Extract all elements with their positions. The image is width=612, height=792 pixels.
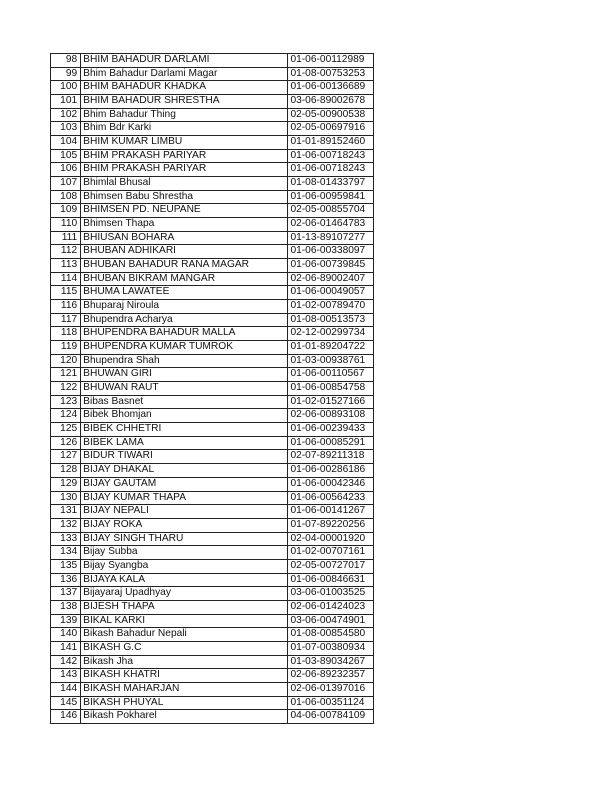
table-row bbox=[51, 95, 374, 109]
table-row bbox=[51, 54, 374, 68]
row-number: 117 bbox=[51, 313, 81, 327]
person-name: BHIM PRAKASH PARIYAR bbox=[81, 149, 288, 163]
table-row bbox=[51, 149, 374, 163]
id-code: 02-05-00855704 bbox=[288, 204, 374, 218]
row-number: 133 bbox=[51, 532, 81, 546]
table-row bbox=[51, 382, 374, 396]
table-row bbox=[51, 436, 374, 450]
table-row bbox=[51, 505, 374, 519]
id-code: 01-06-00739845 bbox=[288, 259, 374, 273]
person-name: BIJAY DHAKAL bbox=[81, 464, 288, 478]
id-code: 01-08-00854580 bbox=[288, 628, 374, 642]
table-row bbox=[51, 682, 374, 696]
id-code: 01-06-00338097 bbox=[288, 245, 374, 259]
id-code: 01-06-00042346 bbox=[288, 477, 374, 491]
person-name: BHIM BAHADUR KHADKA bbox=[81, 81, 288, 95]
id-code: 01-08-00513573 bbox=[288, 313, 374, 327]
table-row bbox=[51, 655, 374, 669]
row-number: 107 bbox=[51, 177, 81, 191]
row-number: 127 bbox=[51, 450, 81, 464]
row-number: 100 bbox=[51, 81, 81, 95]
person-name: BIKAL KARKI bbox=[81, 614, 288, 628]
person-name: BIJAY KUMAR THAPA bbox=[81, 491, 288, 505]
row-number: 102 bbox=[51, 108, 81, 122]
table-row bbox=[51, 354, 374, 368]
id-code: 01-06-00136689 bbox=[288, 81, 374, 95]
id-code: 02-05-00900538 bbox=[288, 108, 374, 122]
row-number: 118 bbox=[51, 327, 81, 341]
person-name: BHUBAN BAHADUR RANA MAGAR bbox=[81, 259, 288, 273]
row-number: 125 bbox=[51, 423, 81, 437]
row-number: 115 bbox=[51, 286, 81, 300]
row-number: 119 bbox=[51, 341, 81, 355]
id-code: 03-06-00474901 bbox=[288, 614, 374, 628]
id-code: 01-02-00789470 bbox=[288, 300, 374, 314]
id-code: 02-04-00001920 bbox=[288, 532, 374, 546]
id-code: 01-06-00239433 bbox=[288, 423, 374, 437]
row-number: 132 bbox=[51, 518, 81, 532]
id-code: 01-02-00707161 bbox=[288, 546, 374, 560]
row-number: 134 bbox=[51, 546, 81, 560]
id-code: 01-07-00380934 bbox=[288, 641, 374, 655]
table-row bbox=[51, 163, 374, 177]
table-row bbox=[51, 395, 374, 409]
table-row bbox=[51, 327, 374, 341]
id-code: 03-06-89002678 bbox=[288, 95, 374, 109]
id-code: 01-06-00718243 bbox=[288, 163, 374, 177]
table-row bbox=[51, 190, 374, 204]
person-name: Bikash Jha bbox=[81, 655, 288, 669]
table-row bbox=[51, 614, 374, 628]
row-number: 141 bbox=[51, 641, 81, 655]
id-code: 02-06-00893108 bbox=[288, 409, 374, 423]
person-name: BHIMSEN PD. NEUPANE bbox=[81, 204, 288, 218]
row-number: 103 bbox=[51, 122, 81, 136]
table-row bbox=[51, 341, 374, 355]
row-number: 108 bbox=[51, 190, 81, 204]
person-name: BIJESH THAPA bbox=[81, 600, 288, 614]
person-name: Bijay Subba bbox=[81, 546, 288, 560]
table-row bbox=[51, 218, 374, 232]
table-row bbox=[51, 600, 374, 614]
table-row bbox=[51, 177, 374, 191]
row-number: 122 bbox=[51, 382, 81, 396]
person-name: Bhuparaj Niroula bbox=[81, 300, 288, 314]
person-name: Bhimsen Babu Shrestha bbox=[81, 190, 288, 204]
row-number: 113 bbox=[51, 259, 81, 273]
person-name: BIKASH KHATRI bbox=[81, 669, 288, 683]
person-name: Bijay Syangba bbox=[81, 559, 288, 573]
row-number: 99 bbox=[51, 67, 81, 81]
row-number: 129 bbox=[51, 477, 81, 491]
person-name: Bijayaraj Upadhyay bbox=[81, 587, 288, 601]
person-name: BHUPENDRA BAHADUR MALLA bbox=[81, 327, 288, 341]
table-row bbox=[51, 259, 374, 273]
table-row bbox=[51, 587, 374, 601]
row-number: 124 bbox=[51, 409, 81, 423]
table-row bbox=[51, 245, 374, 259]
id-code: 01-03-89034267 bbox=[288, 655, 374, 669]
person-name: BIJAY NEPALI bbox=[81, 505, 288, 519]
table-row bbox=[51, 696, 374, 710]
row-number: 143 bbox=[51, 669, 81, 683]
person-name: BIBEK LAMA bbox=[81, 436, 288, 450]
id-code: 01-06-00351124 bbox=[288, 696, 374, 710]
row-number: 105 bbox=[51, 149, 81, 163]
table-row bbox=[51, 464, 374, 478]
person-name: BIKASH PHUYAL bbox=[81, 696, 288, 710]
document-page bbox=[50, 53, 374, 724]
id-code: 02-06-01464783 bbox=[288, 218, 374, 232]
row-number: 131 bbox=[51, 505, 81, 519]
id-code: 01-06-00085291 bbox=[288, 436, 374, 450]
table-row bbox=[51, 423, 374, 437]
person-name: BIJAY GAUTAM bbox=[81, 477, 288, 491]
person-name: BHIM BAHADUR DARLAMI bbox=[81, 54, 288, 68]
row-number: 139 bbox=[51, 614, 81, 628]
person-name: Bikash Pokharel bbox=[81, 710, 288, 724]
person-name: BIJAY ROKA bbox=[81, 518, 288, 532]
row-number: 109 bbox=[51, 204, 81, 218]
id-code: 01-01-89204722 bbox=[288, 341, 374, 355]
row-number: 137 bbox=[51, 587, 81, 601]
table-row bbox=[51, 313, 374, 327]
person-name: Bibas Basnet bbox=[81, 395, 288, 409]
row-number: 104 bbox=[51, 136, 81, 150]
table-row bbox=[51, 491, 374, 505]
row-number: 128 bbox=[51, 464, 81, 478]
row-number: 146 bbox=[51, 710, 81, 724]
id-code: 01-06-00286186 bbox=[288, 464, 374, 478]
table-row bbox=[51, 368, 374, 382]
id-code: 01-02-01527166 bbox=[288, 395, 374, 409]
row-number: 140 bbox=[51, 628, 81, 642]
row-number: 112 bbox=[51, 245, 81, 259]
row-number: 130 bbox=[51, 491, 81, 505]
person-name: Bhim Bdr Karki bbox=[81, 122, 288, 136]
person-name: BIBEK CHHETRI bbox=[81, 423, 288, 437]
person-name: BIDUR TIWARI bbox=[81, 450, 288, 464]
id-code: 01-01-89152460 bbox=[288, 136, 374, 150]
person-name: BHUBAN BIKRAM MANGAR bbox=[81, 272, 288, 286]
person-name: Bhupendra Shah bbox=[81, 354, 288, 368]
table-row bbox=[51, 669, 374, 683]
id-code: 01-06-00110567 bbox=[288, 368, 374, 382]
table-row bbox=[51, 204, 374, 218]
table-row bbox=[51, 532, 374, 546]
id-code: 01-07-89220256 bbox=[288, 518, 374, 532]
table-row bbox=[51, 122, 374, 136]
table-row bbox=[51, 231, 374, 245]
table-row bbox=[51, 518, 374, 532]
person-name: BHUMA LAWATEE bbox=[81, 286, 288, 300]
person-name: Bhim Bahadur Thing bbox=[81, 108, 288, 122]
id-code: 01-03-00938761 bbox=[288, 354, 374, 368]
table-row bbox=[51, 409, 374, 423]
id-code: 02-12-00299734 bbox=[288, 327, 374, 341]
person-name: BIKASH MAHARJAN bbox=[81, 682, 288, 696]
row-number: 136 bbox=[51, 573, 81, 587]
row-number: 110 bbox=[51, 218, 81, 232]
table-row bbox=[51, 67, 374, 81]
person-name: Bibek Bhomjan bbox=[81, 409, 288, 423]
id-code: 02-05-00697916 bbox=[288, 122, 374, 136]
person-name: Bikash Bahadur Nepali bbox=[81, 628, 288, 642]
row-number: 106 bbox=[51, 163, 81, 177]
id-code: 03-06-01003525 bbox=[288, 587, 374, 601]
person-name: BHUPENDRA KUMAR TUMROK bbox=[81, 341, 288, 355]
id-code: 01-06-00846631 bbox=[288, 573, 374, 587]
row-number: 111 bbox=[51, 231, 81, 245]
table-row bbox=[51, 272, 374, 286]
table-row bbox=[51, 641, 374, 655]
person-name: BHIM BAHADUR SHRESTHA bbox=[81, 95, 288, 109]
id-code: 04-06-00784109 bbox=[288, 710, 374, 724]
id-code: 01-06-00049057 bbox=[288, 286, 374, 300]
row-number: 101 bbox=[51, 95, 81, 109]
person-name: Bhimsen Thapa bbox=[81, 218, 288, 232]
id-code: 02-07-89211318 bbox=[288, 450, 374, 464]
row-number: 98 bbox=[51, 54, 81, 68]
person-name: BHUBAN ADHIKARI bbox=[81, 245, 288, 259]
row-number: 121 bbox=[51, 368, 81, 382]
table-row bbox=[51, 628, 374, 642]
row-number: 144 bbox=[51, 682, 81, 696]
person-name: BHIM KUMAR LIMBU bbox=[81, 136, 288, 150]
id-code: 02-05-00727017 bbox=[288, 559, 374, 573]
records-table bbox=[50, 53, 374, 724]
id-code: 01-06-00564233 bbox=[288, 491, 374, 505]
table-row bbox=[51, 559, 374, 573]
id-code: 02-06-01397016 bbox=[288, 682, 374, 696]
person-name: Bhimlal Bhusal bbox=[81, 177, 288, 191]
id-code: 01-13-89107277 bbox=[288, 231, 374, 245]
id-code: 01-08-00753253 bbox=[288, 67, 374, 81]
person-name: BIJAY SINGH THARU bbox=[81, 532, 288, 546]
id-code: 01-06-00718243 bbox=[288, 149, 374, 163]
id-code: 01-08-01433797 bbox=[288, 177, 374, 191]
row-number: 138 bbox=[51, 600, 81, 614]
row-number: 123 bbox=[51, 395, 81, 409]
row-number: 120 bbox=[51, 354, 81, 368]
table-row bbox=[51, 573, 374, 587]
table-row bbox=[51, 286, 374, 300]
records-table-body bbox=[51, 54, 374, 724]
table-row bbox=[51, 477, 374, 491]
id-code: 01-06-00854758 bbox=[288, 382, 374, 396]
table-row bbox=[51, 450, 374, 464]
person-name: BIKASH G.C bbox=[81, 641, 288, 655]
person-name: BIJAYA KALA bbox=[81, 573, 288, 587]
id-code: 01-06-00112989 bbox=[288, 54, 374, 68]
table-row bbox=[51, 710, 374, 724]
person-name: BHUWAN GIRI bbox=[81, 368, 288, 382]
row-number: 135 bbox=[51, 559, 81, 573]
row-number: 142 bbox=[51, 655, 81, 669]
person-name: BHUWAN RAUT bbox=[81, 382, 288, 396]
table-row bbox=[51, 81, 374, 95]
table-row bbox=[51, 136, 374, 150]
person-name: Bhupendra Acharya bbox=[81, 313, 288, 327]
id-code: 01-06-00959841 bbox=[288, 190, 374, 204]
table-row bbox=[51, 546, 374, 560]
person-name: BHIUSAN BOHARA bbox=[81, 231, 288, 245]
row-number: 126 bbox=[51, 436, 81, 450]
id-code: 02-06-89232357 bbox=[288, 669, 374, 683]
id-code: 02-06-89002407 bbox=[288, 272, 374, 286]
table-row bbox=[51, 108, 374, 122]
row-number: 145 bbox=[51, 696, 81, 710]
row-number: 114 bbox=[51, 272, 81, 286]
person-name: Bhim Bahadur Darlami Magar bbox=[81, 67, 288, 81]
row-number: 116 bbox=[51, 300, 81, 314]
person-name: BHIM PRAKASH PARIYAR bbox=[81, 163, 288, 177]
id-code: 01-06-00141267 bbox=[288, 505, 374, 519]
id-code: 02-06-01424023 bbox=[288, 600, 374, 614]
table-row bbox=[51, 300, 374, 314]
